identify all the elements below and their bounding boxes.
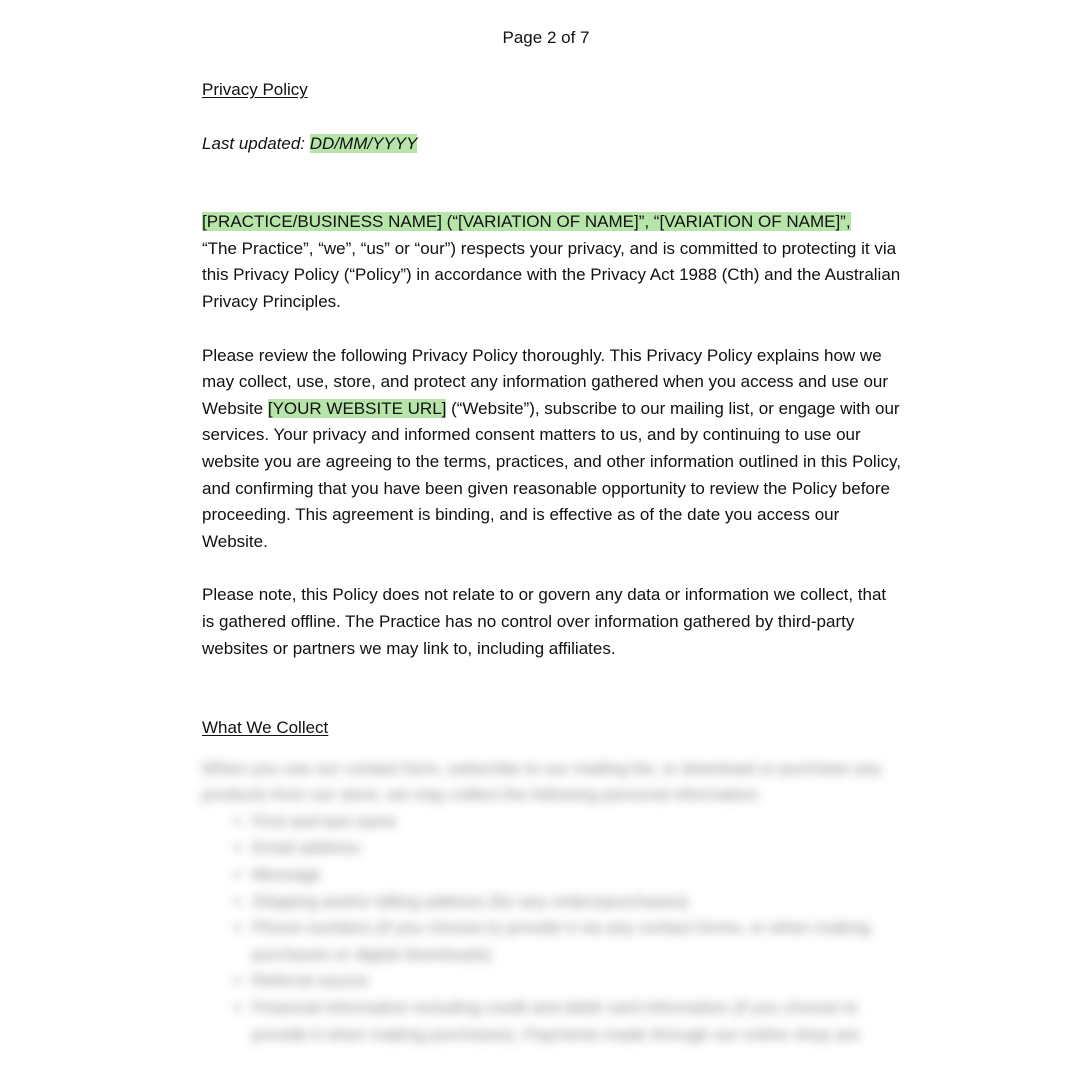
blurred-section [202,756,902,1049]
list-item: • Phone numbers (if you choose to provide it via any contact forms, or when making purchases or digital downloads) [252,915,902,968]
blurred-list [202,809,902,1048]
page-title: Privacy Policy [202,80,308,99]
section-heading-what-we-collect: What We Collect [202,718,329,738]
list-item: • Referral source [252,968,902,995]
review-text-before: Please review the following Privacy Policy thoroughly. This Privacy Policy explains how we may collect, use, store, and protect any information gathered when you access and use our Website [202,345,889,418]
last-updated-placeholder: DD/MM/YYYY [309,133,418,153]
note-paragraph: Please note, this Policy does not relate to or govern any data or information we collect, that is gathered offline. The Practice has no control over information gathered by third-party websites or partners we may link to, including affiliates. [202,585,887,658]
list-item: • Shipping and/or billing address (for any orders/purchases) [252,889,902,916]
intro-paragraph [202,209,902,315]
list-item: • Message [252,862,902,889]
website-url-placeholder: [YOUR WEBSITE URL] [267,398,447,418]
list-item: • Email address [252,835,902,862]
business-name-placeholder: [PRACTICE/BUSINESS NAME] (“[VARIATION OF NAME]”, “[VARIATION OF NAME]”, [202,212,851,232]
last-updated-label: Last updated: [202,133,306,153]
document-body [202,77,902,1048]
last-updated [202,131,902,158]
list-item: • Financial information including credit and debit card information (if you choose to provide it when making purchases). Payments made through our online shop are [252,995,902,1048]
review-text-after: (“Website”), subscribe to our mailing list, or engage with our services. Your privacy and informed consent matters to us, and by continuing to use our website you are agreeing to the terms, practices, and other information outlined in this Policy, and confirming that you have been given reasonable opportunity to review the Policy before proceeding. This agreement is binding, and is effective as of the date you access our Website. [202,398,901,551]
intro-text: “The Practice”, “we”, “us” or “our”) respects your privacy, and is committed to protecting it via this Privacy Policy (“Policy”) in accordance with the Privacy Act 1988 (Cth) and the Australian Privacy Principles. [202,238,901,311]
list-item: • First and last name [252,809,902,836]
review-paragraph [202,343,902,556]
blurred-intro: When you use our contact form, subscribe to our mailing list, or download or purchase any products from our store, we may collect the following personal information: [202,758,882,805]
page-number: Page 2 of 7 [502,28,590,47]
